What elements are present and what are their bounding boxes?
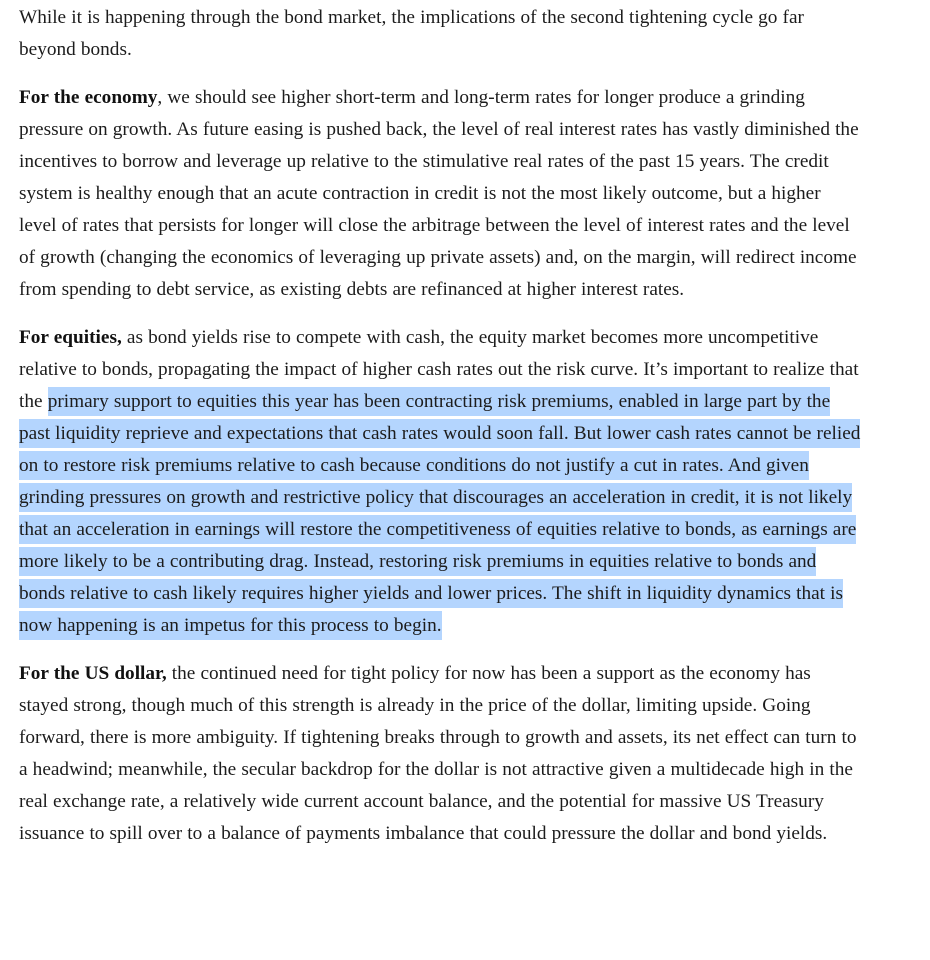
paragraph-economy-text: , we should see higher short-term and long-term rates for longer produce a grinding pressure on growth. As future easing is pushed back, the level of real interest rates has vastly diminished the incentives to borrow and leverage up relative to the stimulative real rates of the past 15 years. The credit system is healthy enough that an acute contraction in credit is not the most likely outcome, but a higher level of rates that persists for longer will close the arbitrage between the level of interest rates and the level of growth (changing the economics of leveraging up private assets) and, on the margin, will redirect income from spending to debt service, as existing debts are refinanced at higher interest rates. (19, 87, 859, 300)
paragraph-economy-lead: For the economy (19, 87, 158, 108)
paragraph-us-dollar-text: the continued need for tight policy for now has been a support as the economy has stayed strong, though much of this strength is already in the price of the dollar, limiting upside. Going forward, there is more ambiguity. If tightening breaks through to growth and assets, its net effect can turn to a headwind; meanwhile, the secular backdrop for the dollar is not attractive given a multidecade high in the real exchange rate, a relatively wide current account balance, and the potential for massive US Treasury issuance to spill over to a balance of payments imbalance that could pressure the dollar and bond yields. (19, 663, 857, 844)
paragraph-us-dollar (19, 658, 862, 850)
paragraph-intro-text: While it is happening through the bond market, the implications of the second tightening cycle go far beyond bonds. (19, 7, 804, 60)
paragraph-equities (19, 322, 862, 642)
paragraph-economy (19, 82, 862, 306)
paragraph-us-dollar-lead: For the US dollar, (19, 663, 167, 684)
paragraph-equities-lead: For equities, (19, 327, 122, 348)
selected-text-highlight[interactable]: primary support to equities this year has been contracting risk premiums, enabled in large part by the past liquidity reprieve and expectations that cash rates would soon fall. But lower cash rates cannot be relied on to restore risk premiums relative to cash because conditions do not justify a cut in rates. And given grinding pressures on growth and restrictive policy that discourages an acceleration in credit, it is not likely that an acceleration in earnings will restore the competitiveness of equities relative to bonds, as earnings are more likely to be a contributing drag. Instead, restoring risk premiums in equities relative to bonds and bonds relative to cash likely requires higher yields and lower prices. The shift in liquidity dynamics that is now happening is an impetus for this process to begin. (19, 387, 860, 640)
paragraph-equities-text: as bond yields rise to compete with cash, the equity market becomes more uncompetitive relative to bonds, propagating the impact of higher cash rates out the risk curve. It’s important to realize that the (19, 327, 859, 412)
paragraph-intro (19, 2, 862, 66)
